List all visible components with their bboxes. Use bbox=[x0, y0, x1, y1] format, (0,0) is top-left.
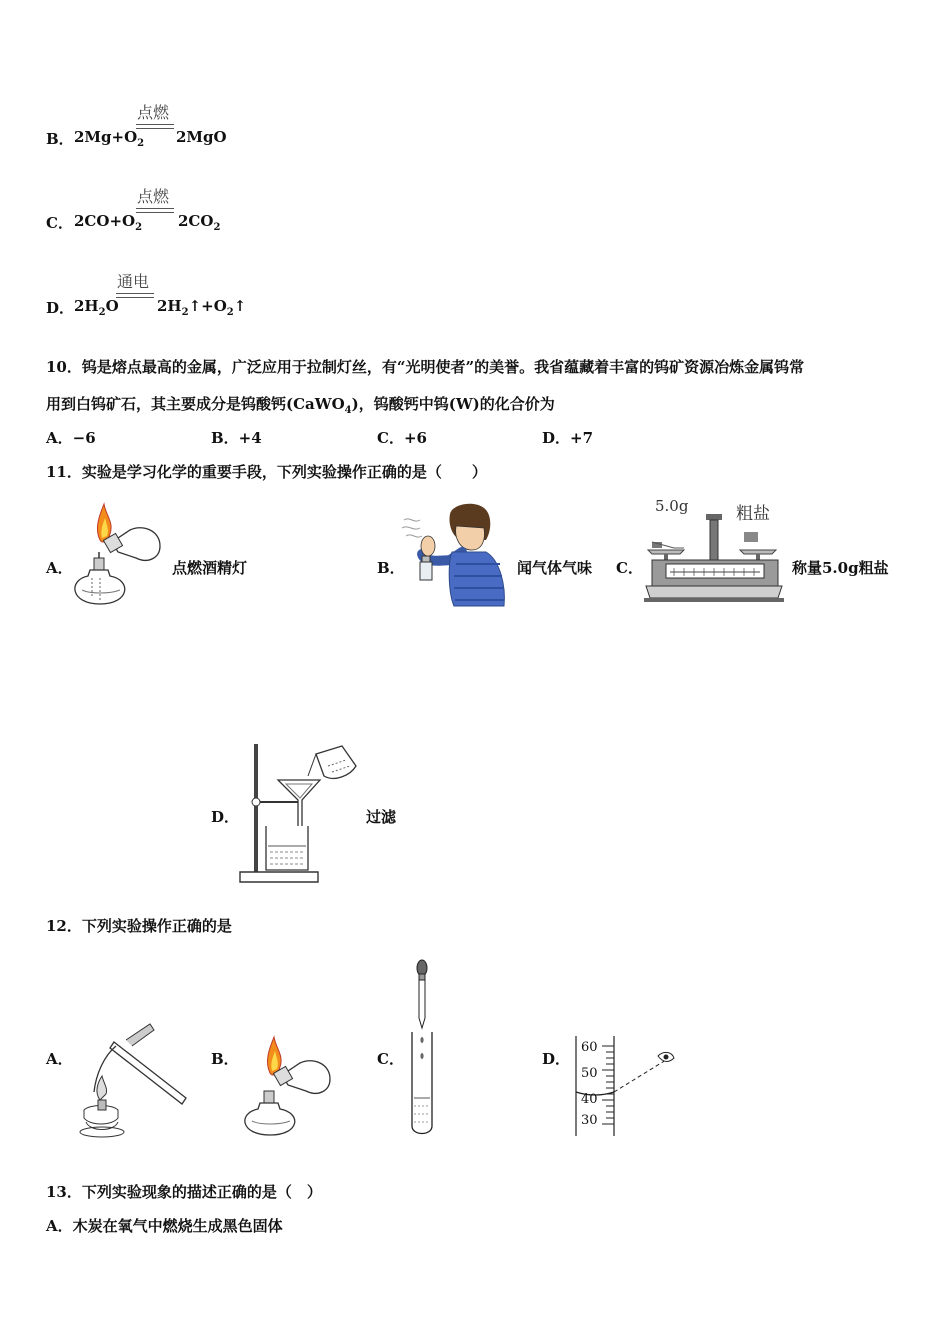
option-letter: D． bbox=[46, 299, 75, 317]
question-stem-line1: 10．钨是熔点最高的金属，广泛应用于拉制灯丝，有“光明使者”的美誉。我省蕴藏着丰富的钨矿资源冶炼金属钨常 bbox=[46, 358, 805, 376]
option-a-text: 点燃酒精灯 bbox=[172, 559, 248, 577]
equation-right: 2MgO bbox=[176, 128, 227, 146]
question-stem: 11．实验是学习化学的重要手段，下列实验操作正确的是（ ） bbox=[46, 463, 487, 481]
option-letter: C． bbox=[377, 1050, 404, 1068]
option-a[interactable]: A．木炭在氧气中燃烧生成黑色固体 bbox=[46, 1217, 283, 1235]
option-b-text: 闻气体气味 bbox=[517, 559, 593, 577]
option-letter: A． bbox=[46, 1050, 73, 1068]
dropper-test-tube-icon bbox=[408, 958, 438, 1138]
weight-label: 5.0g bbox=[655, 497, 689, 515]
question-stem: 13．下列实验现象的描述正确的是（ ） bbox=[46, 1183, 322, 1201]
tick-label-40: 40 bbox=[581, 1092, 598, 1107]
option-letter: D． bbox=[211, 808, 240, 826]
option-letter: A． bbox=[46, 559, 73, 577]
reaction-condition: 通电 bbox=[117, 272, 150, 291]
equation-left: $2Mg+O_2$ bbox=[74, 128, 145, 149]
option-c[interactable]: C．+6 bbox=[377, 429, 427, 447]
option-c-text: 称量5.0g粗盐 bbox=[792, 559, 889, 577]
question-stem-line2: 用到白钨矿石，其主要成分是钨酸钙(CaWO$_4$)，钨酸钙中钨(W)的化合价为 bbox=[46, 395, 555, 416]
option-letter: B． bbox=[377, 559, 405, 577]
option-b[interactable]: B．+4 bbox=[211, 429, 262, 447]
equals-sign bbox=[116, 293, 154, 298]
filtration-apparatus-icon bbox=[238, 736, 363, 884]
reaction-condition: 点燃 bbox=[137, 187, 170, 206]
option-letter: D． bbox=[542, 1050, 571, 1068]
option-a[interactable]: A．−6 bbox=[46, 429, 96, 447]
boy-smelling-gas-icon bbox=[400, 502, 510, 610]
question-stem: 12．下列实验操作正确的是 bbox=[46, 917, 232, 935]
alcohol-lamp-lighting-icon bbox=[70, 500, 170, 610]
option-letter: B． bbox=[46, 130, 74, 148]
equation-right: $2CO_2$ bbox=[178, 212, 221, 233]
option-letter: C． bbox=[46, 214, 73, 232]
option-d[interactable]: D．+7 bbox=[542, 429, 594, 447]
tick-label-60: 60 bbox=[581, 1040, 598, 1055]
balance-scale-icon bbox=[644, 512, 784, 604]
salt-label: 粗盐 bbox=[736, 504, 770, 524]
tick-label-30: 30 bbox=[581, 1113, 598, 1128]
option-letter: B． bbox=[211, 1050, 239, 1068]
equation-right: $2H_2↑+O_2↑$ bbox=[157, 297, 247, 318]
reaction-condition: 点燃 bbox=[137, 103, 170, 122]
option-letter: C． bbox=[616, 559, 643, 577]
heating-test-tube-icon bbox=[76, 1022, 192, 1138]
option-d-text: 过滤 bbox=[366, 808, 397, 826]
alcohol-lamp-lighting-icon bbox=[240, 1033, 340, 1139]
equation-left: $2CO+O_2$ bbox=[74, 212, 143, 233]
equation-left: $2H_2O$ bbox=[74, 297, 119, 318]
tick-label-50: 50 bbox=[581, 1066, 598, 1081]
